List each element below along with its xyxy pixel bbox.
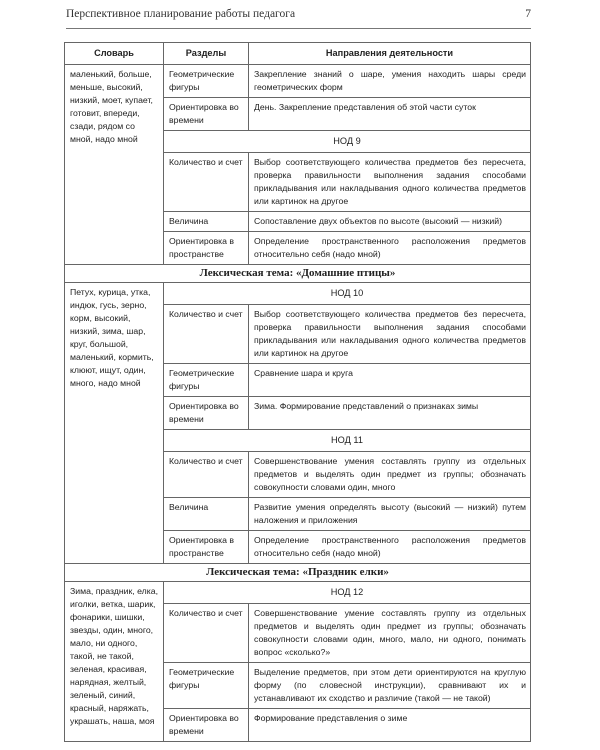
section-cell: Количество и счет — [164, 452, 249, 498]
activity-cell: Совершенствование умения составлять группу из отдельных предметов и выделять один предмет из группы; обозначать совокупности словами один, много — [249, 452, 531, 498]
activity-cell: Развитие умения определять высоту (высокий — низкий) путем наложения и приложения — [249, 498, 531, 531]
section-cell: Количество и счет — [164, 305, 249, 364]
activity-cell: Выделение предметов, при этом дети ориентируются на круглую форму (по словесной инструкции), сравнивают их и устанавливают их сходство и различие (такой — не такой) — [249, 663, 531, 709]
activity-cell: Выбор соответствующего количества предметов без пересчета, проверка правильности выполнения задания способами прикладывания или накладывания одного количества предметов или картинок на другое — [249, 153, 531, 212]
page-number: 7 — [525, 8, 531, 20]
activity-cell: День. Закрепление представления об этой части суток — [249, 98, 531, 131]
section-cell: Ориентировка в пространстве — [164, 531, 249, 564]
nod-row — [65, 283, 531, 305]
activity-cell: Сопоставление двух объектов по высоте (высокий — низкий) — [249, 212, 531, 232]
activity-cell: Выбор соответствующего количества предметов без пересчета, проверка правильности выполнения задания способами прикладывания или накладывания одного количества предметов или картинок на другое — [249, 305, 531, 364]
nod-label: НОД 12 — [164, 582, 531, 604]
lexical-theme: Лексическая тема: «Праздник елки» — [65, 564, 531, 582]
section-cell: Ориентировка во времени — [164, 709, 249, 742]
activity-cell: Определение пространственного расположения предметов относительно себя (надо мной) — [249, 232, 531, 265]
activity-cell: Совершенствование умение составлять группу из отдельных предметов и выделять один предмет из группы; обозначать совокупности словами один, много, мало, ни одного, понимать вопрос «сколько?» — [249, 604, 531, 663]
section-cell: Геометрические фигуры — [164, 65, 249, 98]
nod-label: НОД 11 — [164, 430, 531, 452]
planning-table — [64, 42, 531, 742]
column-header-sections: Разделы — [164, 43, 249, 65]
section-cell: Ориентировка во времени — [164, 98, 249, 131]
nod-label: НОД 9 — [164, 131, 531, 153]
vocabulary-cell: Зима, праздник, елка, иголки, ветка, шарик, фонарики, шишки, звезды, один, много, мало, ни одного, такой, не такой, зеленая, красивая, нарядная, желтый, зеленый, синий, красный, наряжать, украшать, наша, моя — [65, 582, 164, 742]
activity-cell: Сравнение шара и круга — [249, 364, 531, 397]
section-cell: Ориентировка во времени — [164, 397, 249, 430]
column-header-activities: Направления деятельности — [249, 43, 531, 65]
section-cell: Величина — [164, 212, 249, 232]
running-head-title: Перспективное планирование работы педагога — [66, 8, 296, 20]
section-cell: Количество и счет — [164, 604, 249, 663]
nod-row — [65, 582, 531, 604]
activity-cell: Закрепление знаний о шаре, умения находить шары среди геометрических форм — [249, 65, 531, 98]
section-cell: Величина — [164, 498, 249, 531]
section-cell: Количество и счет — [164, 153, 249, 212]
vocabulary-cell: Петух, курица, утка, индюк, гусь, зерно, корм, высокий, низкий, зима, шар, круг, большой, маленький, кормить, клюют, ищут, один, много, надо мной — [65, 283, 164, 564]
theme-row — [65, 265, 531, 283]
table-row — [65, 65, 531, 98]
activity-cell: Определение пространственного расположения предметов относительно себя (надо мной) — [249, 531, 531, 564]
activity-cell: Зима. Формирование представлений о признаках зимы — [249, 397, 531, 430]
header-rule — [66, 28, 531, 29]
column-header-vocabulary: Словарь — [65, 43, 164, 65]
lexical-theme: Лексическая тема: «Домашние птицы» — [65, 265, 531, 283]
running-head — [66, 8, 531, 20]
nod-label: НОД 10 — [164, 283, 531, 305]
activity-cell: Формирование представления о зиме — [249, 709, 531, 742]
table-header-row — [65, 43, 531, 65]
section-cell: Геометрические фигуры — [164, 663, 249, 709]
vocabulary-cell: маленький, больше, меньше, высокий, низкий, моет, купает, готовит, впереди, сзади, рядом со мной, надо мной — [65, 65, 164, 265]
section-cell: Ориентировка в пространстве — [164, 232, 249, 265]
section-cell: Геометрические фигуры — [164, 364, 249, 397]
theme-row — [65, 564, 531, 582]
